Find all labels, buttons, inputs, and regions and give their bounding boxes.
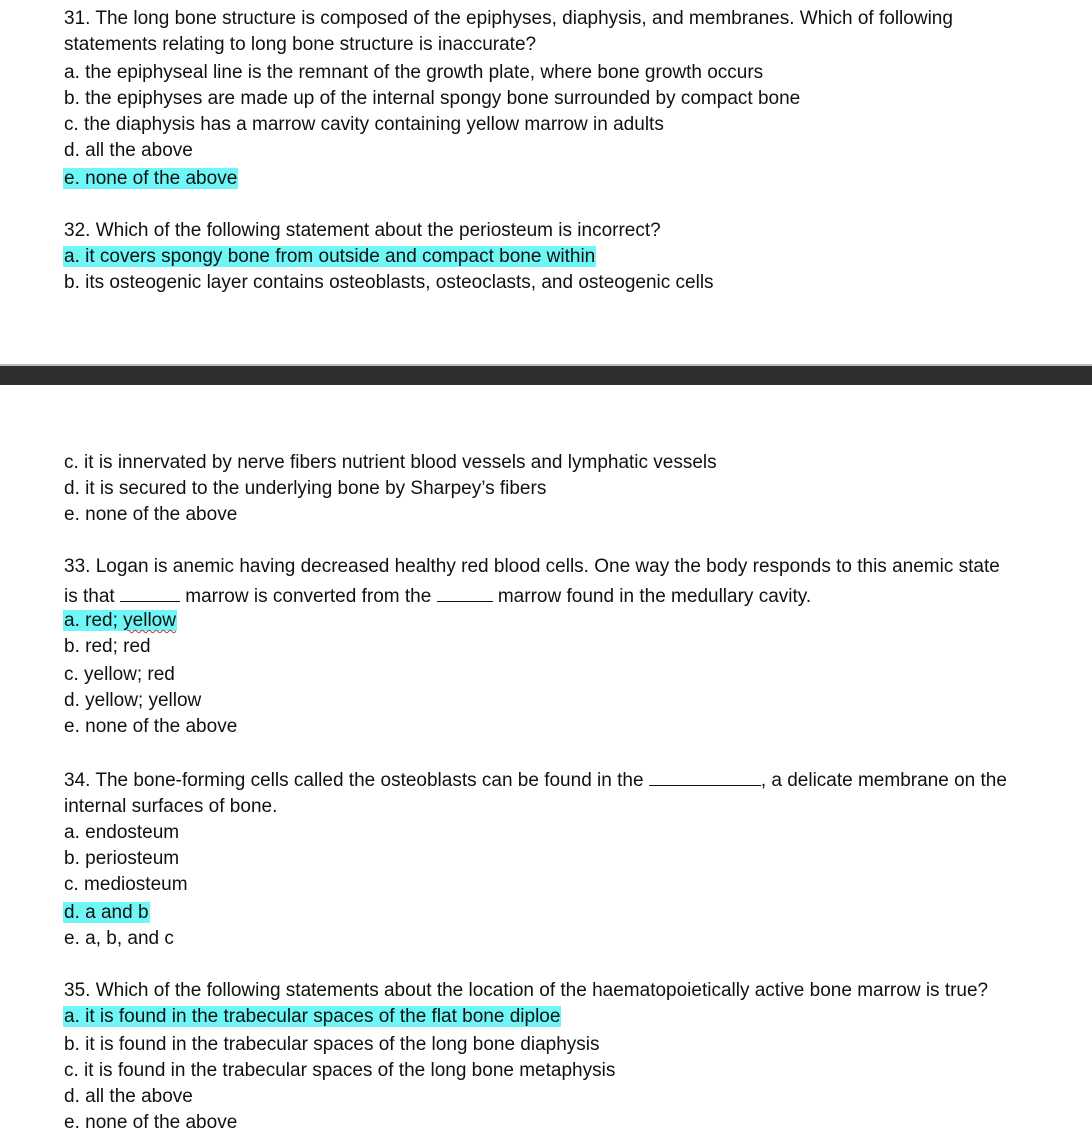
q33-stem-line2: [64, 583, 811, 607]
q34-stem-line2: internal surfaces of bone.: [64, 796, 278, 817]
q32-stem: 32. Which of the following statement about the periosteum is incorrect?: [64, 220, 661, 241]
q33-stem-line1: 33. Logan is anemic having decreased healthy red blood cells. One way the body responds to this anemic state: [64, 556, 1000, 577]
q31-option-a: a. the epiphyseal line is the remnant of the growth plate, where bone growth occurs: [64, 62, 764, 83]
q33-option-a-highlighted: [63, 610, 177, 631]
q33-option-d: d. yellow; yellow: [64, 690, 202, 711]
q35-option-d: d. all the above: [64, 1086, 193, 1107]
q33-blank-1: [120, 583, 180, 602]
q32-option-e: e. none of the above: [64, 504, 238, 525]
q31-stem-line2: statements relating to long bone structure is inaccurate?: [64, 34, 537, 55]
q35-option-a-highlighted: a. it is found in the trabecular spaces of the flat bone diploe: [64, 1006, 561, 1027]
q34-stem-part1: 34. The bone-forming cells called the osteoblasts can be found in the: [64, 770, 649, 791]
q33-option-a-prefix: a. red;: [64, 610, 124, 631]
q33-option-a-row: [64, 609, 177, 633]
q31-option-c: c. the diaphysis has a marrow cavity containing yellow marrow in adults: [64, 114, 664, 135]
document-page-bottom: [0, 385, 1092, 1148]
q31-stem-line1: 31. The long bone structure is composed of the epiphyses, diaphysis, and membranes. Which of following: [64, 8, 953, 29]
q34-option-c: c. mediosteum: [64, 874, 188, 895]
q33-stem-part1: is that: [64, 586, 120, 607]
q31-option-e-row: [64, 167, 238, 191]
q33-option-c: c. yellow; red: [64, 664, 175, 685]
q35-option-e: e. none of the above: [64, 1112, 238, 1133]
q34-option-a: a. endosteum: [64, 822, 180, 843]
q33-option-a-misspelled-word: yellow: [123, 610, 176, 631]
q32-option-c: c. it is innervated by nerve fibers nutrient blood vessels and lymphatic vessels: [64, 452, 717, 473]
q34-option-e: e. a, b, and c: [64, 928, 174, 949]
q31-option-b: b. the epiphyses are made up of the internal spongy bone surrounded by compact bone: [64, 88, 801, 109]
q35-option-c: c. it is found in the trabecular spaces of the long bone metaphysis: [64, 1060, 616, 1081]
q35-stem: 35. Which of the following statements about the location of the haematopoietically active bone marrow is true?: [64, 980, 989, 1001]
q35-option-a-row: [64, 1005, 561, 1029]
q33-option-b: b. red; red: [64, 636, 151, 657]
q34-stem-line1: [64, 767, 1007, 791]
q32-option-d: d. it is secured to the underlying bone by Sharpey’s fibers: [64, 478, 547, 499]
page-break-separator: [0, 364, 1092, 385]
q31-option-e-highlighted: e. none of the above: [64, 168, 238, 189]
q34-stem-part2: , a delicate membrane on the: [760, 770, 1007, 791]
q31-option-d: d. all the above: [64, 140, 193, 161]
q34-option-b: b. periosteum: [64, 848, 180, 869]
q32-option-a-highlighted: a. it covers spongy bone from outside and compact bone within: [64, 246, 596, 267]
q33-stem-part3: marrow found in the medullary cavity.: [492, 586, 812, 607]
document-page-top: [0, 0, 1092, 364]
q32-option-b: b. its osteogenic layer contains osteoblasts, osteoclasts, and osteogenic cells: [64, 272, 714, 293]
q33-stem-part2: marrow is converted from the: [179, 586, 437, 607]
q33-blank-2: [437, 583, 493, 602]
q33-option-e: e. none of the above: [64, 716, 238, 737]
q34-blank: [649, 767, 761, 786]
q34-option-d-highlighted: d. a and b: [64, 902, 149, 923]
q34-option-d-row: [64, 901, 150, 925]
q32-option-a-row: [64, 245, 596, 269]
q35-option-b: b. it is found in the trabecular spaces of the long bone diaphysis: [64, 1034, 600, 1055]
